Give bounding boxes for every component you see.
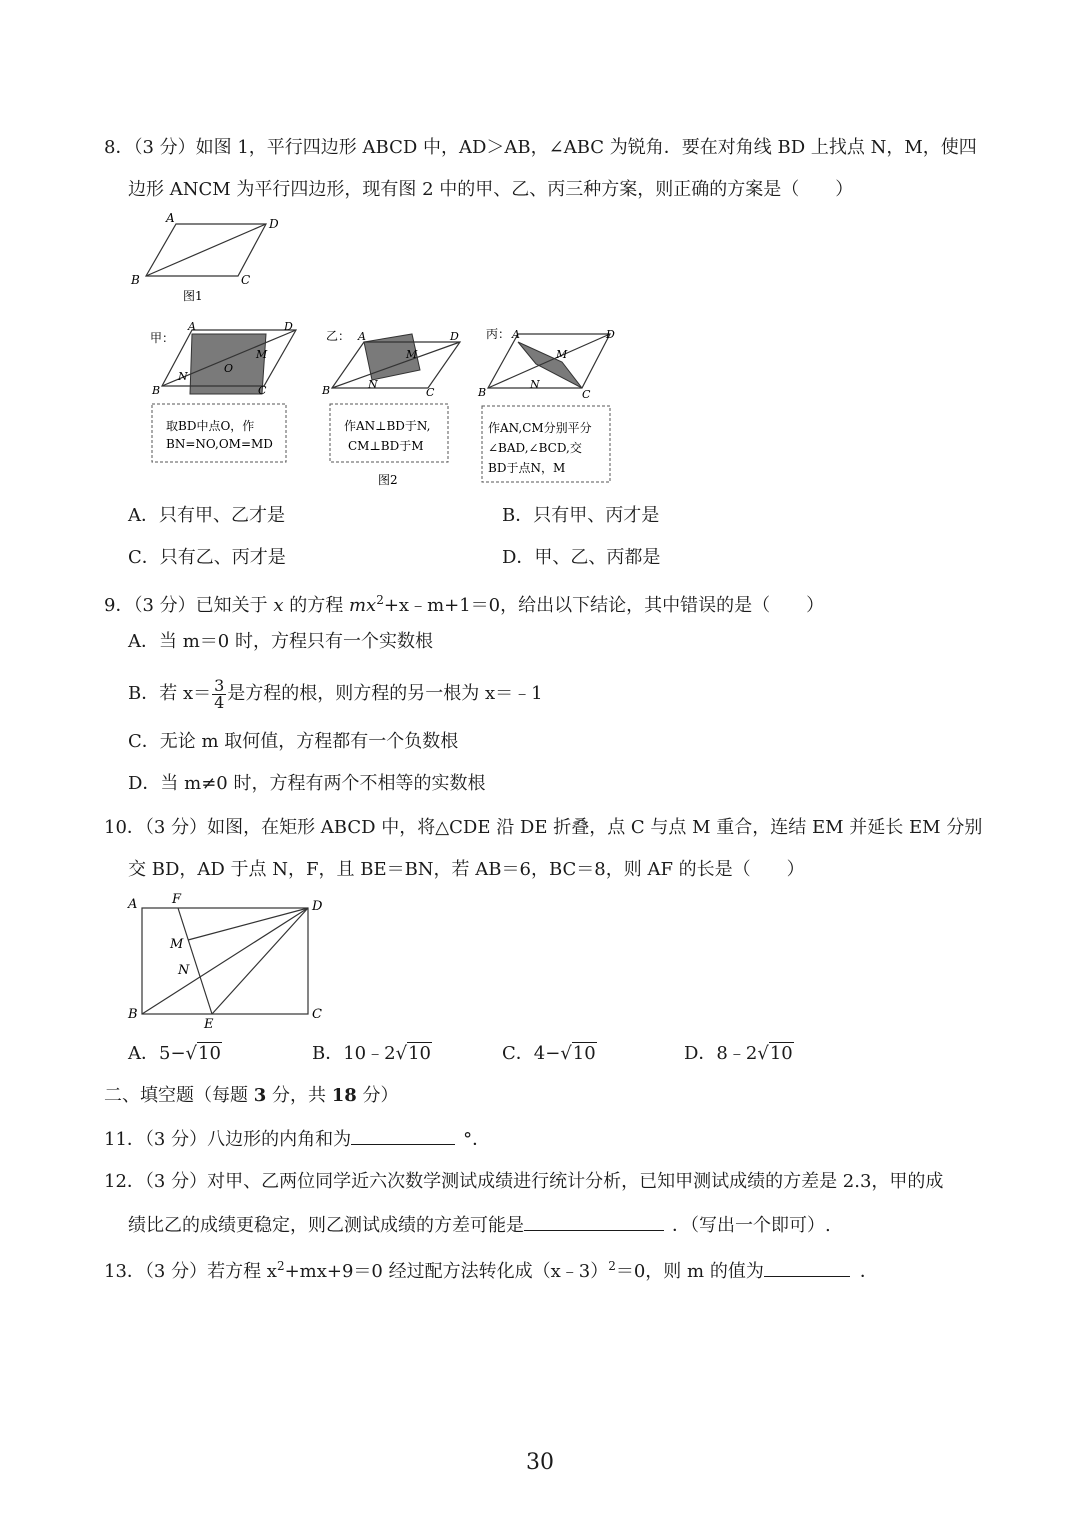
fig1-caption: 图1	[183, 289, 203, 303]
q10-option-b-pre: B．10﹣2	[312, 1043, 396, 1064]
jia-tag: 甲：	[150, 331, 175, 345]
fig2-caption: 图2	[378, 473, 398, 487]
q9-stem-b: 的方程	[283, 595, 349, 616]
q10-label-b: B	[128, 1007, 138, 1022]
q11-answer-blank[interactable]	[351, 1126, 455, 1145]
yi-label-a: A	[358, 330, 366, 343]
q9-option-a: A．当 m＝0 时，方程只有一个实数根	[128, 631, 433, 652]
q12-line2	[128, 1212, 831, 1238]
q10-option-b: B．10﹣2√10	[312, 1043, 431, 1064]
q10-option-a: A．5−√10	[128, 1043, 221, 1064]
q10-label-m: M	[170, 937, 184, 952]
q9-stem-eq1: mx	[348, 595, 377, 616]
q10-label-n: N	[178, 963, 190, 978]
jia-label-o: O	[224, 362, 234, 375]
q13-mid: +mx+9＝0 经过配方法转化成（x﹣3）	[284, 1261, 609, 1282]
bing-label-a: A	[512, 328, 520, 341]
q8-figure-jia	[146, 318, 306, 468]
q10-label-a: A	[128, 897, 138, 912]
q13-sup: 2	[276, 1259, 285, 1273]
q10-option-a-rad: 10	[198, 1043, 221, 1064]
q9-stem-x: x	[273, 595, 284, 616]
q11-post: °．	[463, 1129, 491, 1150]
q10-option-d: D．8﹣2√10	[684, 1043, 793, 1064]
q9-stem-a: 9．（3 分）已知关于	[104, 595, 274, 616]
q10-label-d: D	[312, 899, 323, 914]
q9-stem	[104, 588, 824, 618]
q13-post: ＝0，则 m 的值为	[615, 1261, 764, 1282]
q10-line1: 10．（3 分）如图，在矩形 ABCD 中，将△CDE 沿 DE 折叠，点 C 与点 M 重合，连结 EM 并延长 EM 分别	[104, 817, 983, 838]
yi-label-b: B	[322, 384, 331, 397]
bing-box-line1: 作AN,CM分别平分	[488, 421, 592, 435]
jia-label-b: B	[152, 384, 161, 397]
q13-answer-blank[interactable]	[764, 1258, 850, 1277]
q10-option-c-rad: 10	[572, 1043, 596, 1064]
q8-option-d: D．甲、乙、丙都是	[502, 547, 661, 568]
q12-line1: 12．（3 分）对甲、乙两位同学近六次数学测试成绩进行统计分析，已知甲测试成绩的方差是 2.3，甲的成	[104, 1171, 944, 1192]
bing-tag: 丙：	[486, 327, 511, 341]
bing-label-m: M	[556, 348, 568, 361]
q9-option-d: D．当 m≠0 时，方程有两个不相等的实数根	[128, 773, 486, 794]
q13	[104, 1254, 878, 1284]
section2-c: 分，共	[266, 1085, 332, 1106]
q13-sup2: 2	[608, 1259, 616, 1273]
q8-line1: 8．（3 分）如图 1，平行四边形 ABCD 中，AD＞AB，∠ABC 为锐角．要在对角线 BD 上找点 N，M，使四	[104, 137, 977, 158]
section2-heading	[104, 1084, 399, 1108]
q9-option-c: C．无论 m 取何值，方程都有一个负数根	[128, 731, 459, 752]
jia-label-n: N	[178, 370, 188, 383]
q10-option-a-pre: A．5−	[128, 1043, 186, 1064]
q8-figure-bing	[478, 318, 628, 488]
jia-box-line2: BN=NO,OM=MD	[166, 437, 273, 451]
q10-label-f: F	[172, 892, 182, 907]
bing-label-n: N	[530, 378, 540, 391]
yi-box-line1: 作AN⊥BD于N,	[344, 419, 431, 433]
jia-box-line1: 取BD中点O，作	[166, 419, 255, 433]
q9-option-b	[128, 674, 543, 714]
yi-box-line2: CM⊥BD于M	[348, 439, 424, 453]
section2-d: 18	[331, 1085, 357, 1106]
q9-fraction	[212, 675, 226, 712]
bing-label-b: B	[478, 386, 487, 399]
q13-pre: 13．（3 分）若方程 x	[104, 1261, 277, 1282]
q10-figure	[122, 890, 323, 1032]
q9-option-b-b: 是方程的根，则方程的另一根为 x＝﹣1	[227, 683, 543, 704]
fig1-label-d: D	[269, 217, 279, 231]
q10-label-e: E	[204, 1017, 214, 1032]
q8-figure-1	[126, 212, 296, 304]
yi-tag: 乙：	[326, 329, 351, 343]
q10-option-d-rad: 10	[769, 1043, 793, 1064]
q10-option-b-rad: 10	[408, 1043, 431, 1064]
q10-label-c: C	[312, 1007, 322, 1022]
yi-label-d: D	[450, 330, 459, 343]
q8-figure-yi	[320, 318, 470, 488]
jia-label-d: D	[284, 320, 293, 333]
q10-option-d-pre: D．8﹣2	[684, 1043, 758, 1064]
q9-option-b-a: B．若 x＝	[128, 683, 212, 704]
fig1-label-c: C	[241, 273, 251, 287]
q8-option-b: B．只有甲、丙才是	[502, 505, 660, 526]
section2-a: 二、填空题（每题	[104, 1085, 254, 1106]
page-number: 30	[526, 1450, 554, 1475]
q13-end: ．	[859, 1261, 878, 1282]
yi-label-m: M	[406, 348, 418, 361]
yi-label-n: N	[368, 378, 378, 391]
q12-line2-pre: 绩比乙的成绩更稳定，则乙测试成绩的方差可能是	[128, 1215, 524, 1236]
q10-line2: 交 BD，AD 于点 N，F，且 BE＝BN，若 AB＝6，BC＝8，则 AF 的长是（ ）	[128, 859, 805, 880]
bing-label-d: D	[606, 328, 615, 341]
q11-pre: 11．（3 分）八边形的内角和为	[104, 1129, 352, 1150]
yi-label-c: C	[426, 386, 435, 399]
bing-label-c: C	[582, 388, 591, 401]
q10-option-c-pre: C．4−	[502, 1043, 561, 1064]
bing-box-line2: ∠BAD,∠BCD,交	[488, 441, 582, 455]
fig1-label-a: A	[166, 211, 175, 225]
section2-e: 分）	[356, 1085, 399, 1106]
q9-stem-sup: 2	[376, 593, 384, 607]
q9-fraction-den: 4	[214, 692, 225, 712]
q8-line2: 边形 ANCM 为平行四边形，现有图 2 中的甲、乙、丙三种方案，则正确的方案是（ ）	[128, 179, 854, 200]
q8-option-a: A．只有甲、乙才是	[128, 505, 285, 526]
jia-label-a: A	[188, 320, 196, 333]
jia-label-c: C	[258, 384, 267, 397]
bing-box-line3: BD于点N，M	[488, 461, 566, 475]
section2-b: 3	[253, 1085, 267, 1106]
q9-fraction-num: 3	[214, 675, 225, 695]
jia-label-m: M	[256, 348, 268, 361]
q12-line2-post: ．（写出一个即可）.	[672, 1215, 831, 1236]
q11	[104, 1126, 490, 1152]
q8-option-c: C．只有乙、丙才是	[128, 547, 286, 568]
q9-stem-eq2: +x﹣m+1＝0，给出以下结论，其中错误的是（ ）	[383, 595, 825, 616]
q10-option-c: C．4−√10	[502, 1043, 596, 1064]
q12-answer-blank[interactable]	[524, 1212, 664, 1231]
fig1-label-b: B	[131, 273, 140, 287]
